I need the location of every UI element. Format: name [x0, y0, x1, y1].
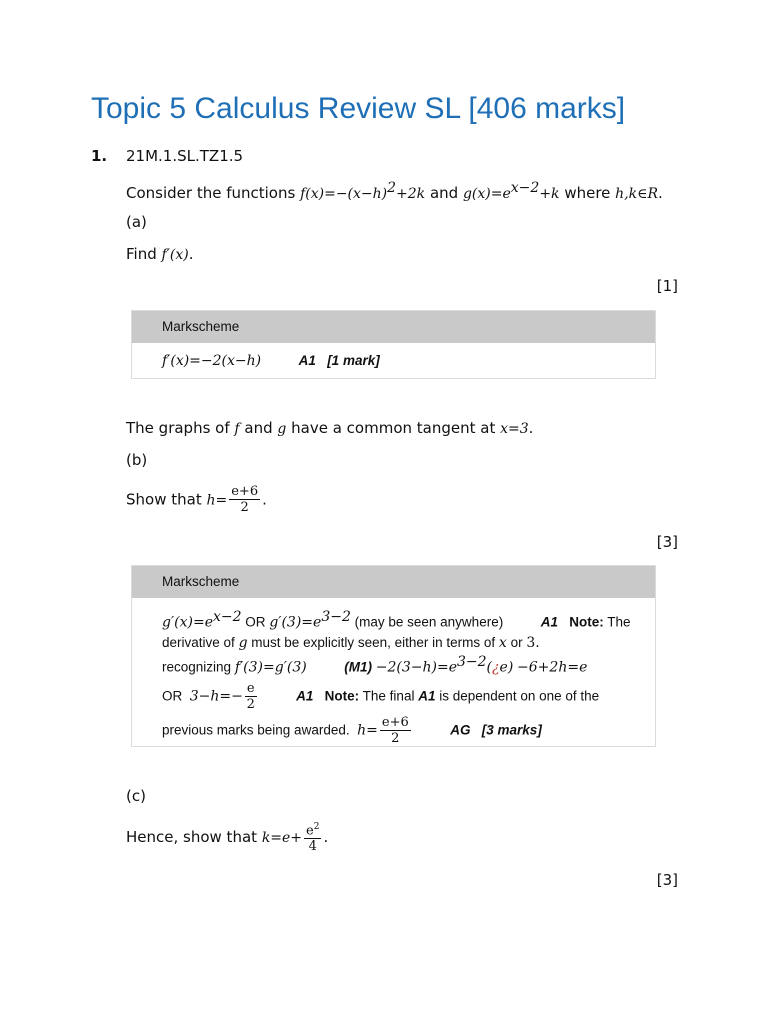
markscheme-a-answer-row: f′(x)=−2(x−h) A1 [1 mark] — [162, 353, 380, 369]
part-b-label: (b) — [126, 451, 148, 469]
markscheme-b-row-1: $g'(x)=e^{x-2}$ OR $g'(3)=e^{3-2}$ (may be seen anywhere) A1 Note: The — [162, 609, 631, 631]
part-c-marks: [3] — [656, 871, 678, 889]
part-a-marks: [1] — [656, 277, 678, 295]
markscheme-b-row-3: recognizing f′(3)=g′(3) $(M1) -2(3-h)=e^{3-2}(¿e) -6+2h=e$ — [162, 653, 588, 675]
markscheme-b — [131, 565, 656, 747]
fraction-h: $\frac{e+6}{2}$ — [231, 484, 259, 515]
part-c-prompt: Hence, show that k=e+ $\frac{e^2}{4}$ . — [126, 822, 329, 855]
page-title: Topic 5 Calculus Review SL [406 marks] — [91, 92, 626, 125]
question-intro: Consider the functions $f(x)=-(x-h)^2+2k$ and $g(x)=e^{x-2}+k$ where h,k∈R. — [126, 180, 663, 202]
question-number: 1. — [91, 147, 108, 165]
common-tangent-context: The graphs of f and g have a common tangent at x=3. — [126, 419, 534, 437]
fraction-e-over-2: $\frac{e}{2}$ — [246, 681, 255, 712]
part-c-label: (c) — [126, 787, 146, 805]
markscheme-b-row-5: previous marks being awarded. h= $\frac{e+6}{2}$ AG [3 marks] — [162, 715, 542, 746]
markscheme-b-header: Markscheme — [132, 566, 655, 598]
question-code: 21M.1.SL.TZ1.5 — [126, 147, 244, 165]
part-b-marks: [3] — [656, 533, 678, 551]
markscheme-b-row-2: derivative of g must be explicitly seen, either in terms of x or 3. — [162, 634, 540, 651]
part-a-prompt: Find f′(x). — [126, 245, 194, 263]
markscheme-a — [131, 310, 656, 379]
fraction-e2-over-4: $\frac{e^2}{4}$ — [306, 822, 320, 855]
fraction-h-final: $\frac{e+6}{2}$ — [381, 715, 409, 746]
markscheme-b-row-4: OR 3−h=− $\frac{e}{2}$ A1 Note: The final A1 is dependent on one of the — [162, 681, 600, 712]
part-a-label: (a) — [126, 213, 147, 231]
markscheme-a-header: Markscheme — [132, 311, 655, 343]
part-b-prompt: Show that h= $\frac{e+6}{2}$ . — [126, 484, 267, 515]
